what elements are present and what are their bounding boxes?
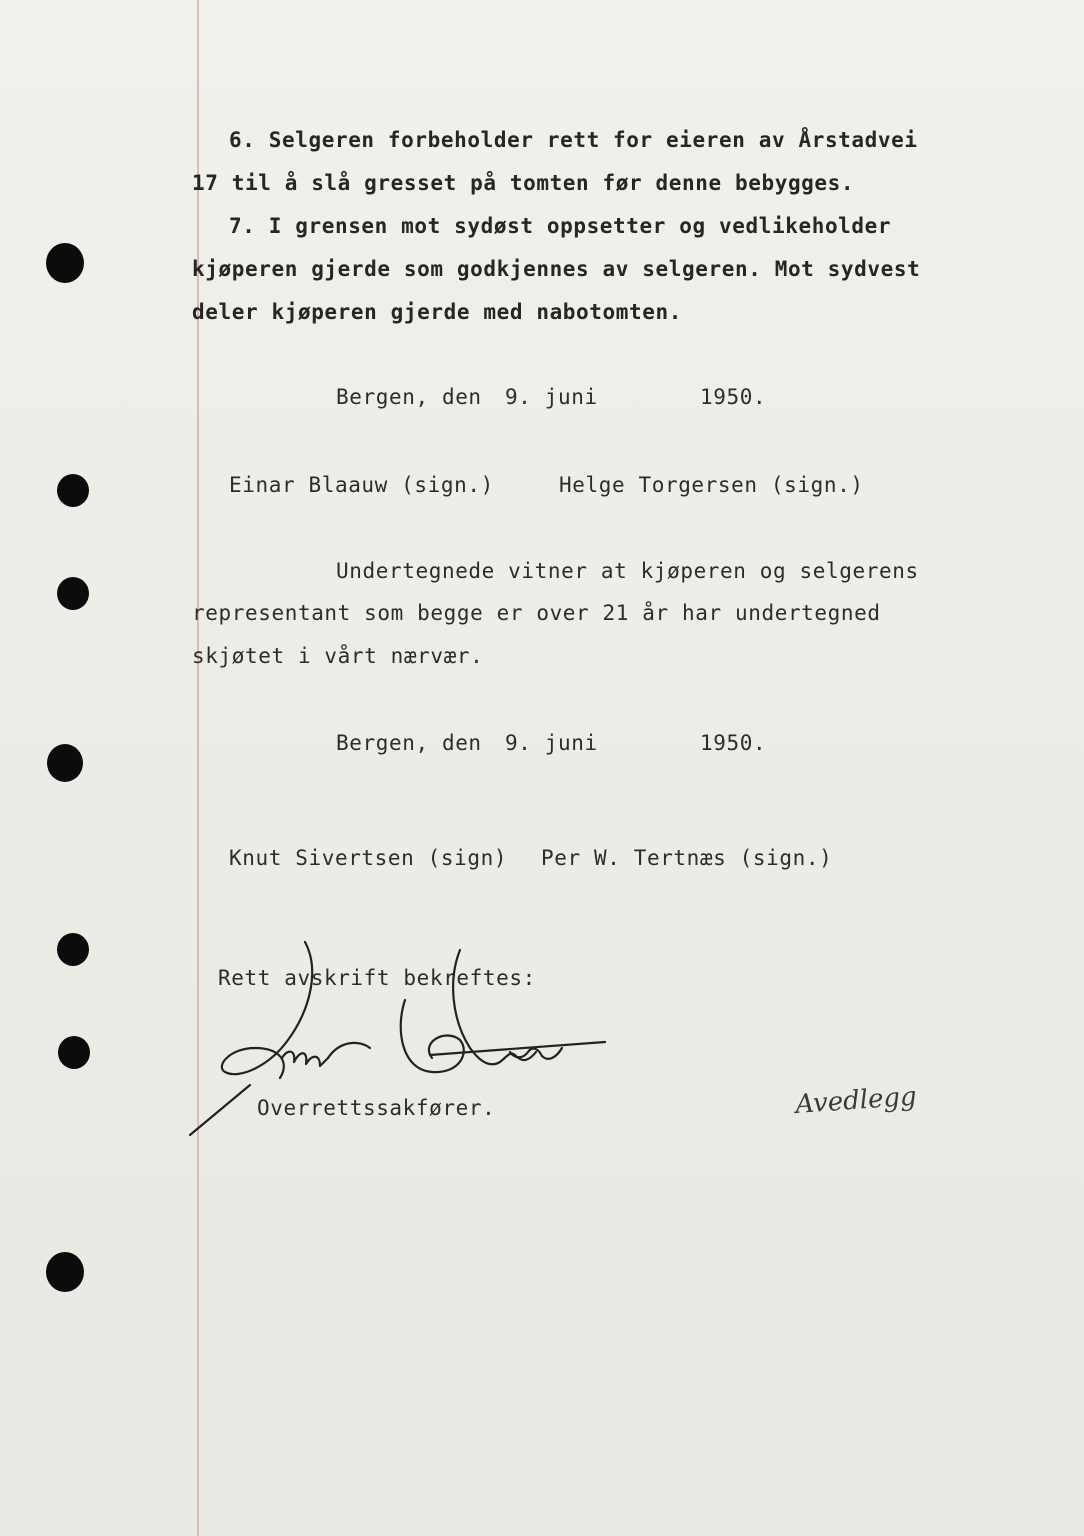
punch-hole xyxy=(58,1036,90,1069)
witness-line-2: representant som begge er over 21 år har undertegned xyxy=(192,601,881,625)
svg-text:Avedlegg: Avedlegg xyxy=(794,1081,918,1120)
punch-hole xyxy=(57,933,89,966)
clause-6-line-2: 17 til å slå gresset på tomten før denne bebygges. xyxy=(192,171,855,195)
certification-label: Rett avskrift bekreftes: xyxy=(218,966,536,990)
witness-line-3: skjøtet i vårt nærvær. xyxy=(192,644,484,668)
punch-hole xyxy=(46,243,84,283)
signature-seller: Einar Blaauw (sign.) xyxy=(229,473,494,497)
clause-7-line-3: deler kjøperen gjerde med nabotomten. xyxy=(192,300,682,324)
date-place: Bergen, den xyxy=(336,385,482,409)
signature-witness-2: Per W. Tertnæs (sign.) xyxy=(541,846,833,870)
handwritten-signature xyxy=(170,930,620,1150)
margin-rule xyxy=(197,0,199,1536)
punch-hole xyxy=(57,577,89,610)
signature-buyer: Helge Torgersen (sign.) xyxy=(559,473,864,497)
punch-hole xyxy=(46,1252,84,1292)
witness-line-1: Undertegnede vitner at kjøperen og selgerens xyxy=(336,559,919,583)
punch-hole xyxy=(57,474,89,507)
date-place: Bergen, den xyxy=(336,731,482,755)
date-year: 1950. xyxy=(700,731,767,755)
clause-7-line-2: kjøperen gjerde som godkjennes av selgeren. Mot sydvest xyxy=(192,257,921,281)
signature-witness-1: Knut Sivertsen (sign) xyxy=(229,846,508,870)
clause-6-line-1: 6. Selgeren forbeholder rett for eieren av Årstadvei xyxy=(229,128,918,152)
punch-hole xyxy=(47,744,83,782)
clause-7-line-1: 7. I grensen mot sydøst oppsetter og vedlikeholder xyxy=(229,214,892,238)
lawyer-title: Overrettssakfører. xyxy=(257,1096,496,1120)
handwritten-note xyxy=(790,1075,980,1135)
date-day: 9. juni xyxy=(505,385,598,409)
date-year: 1950. xyxy=(700,385,767,409)
date-day: 9. juni xyxy=(505,731,598,755)
